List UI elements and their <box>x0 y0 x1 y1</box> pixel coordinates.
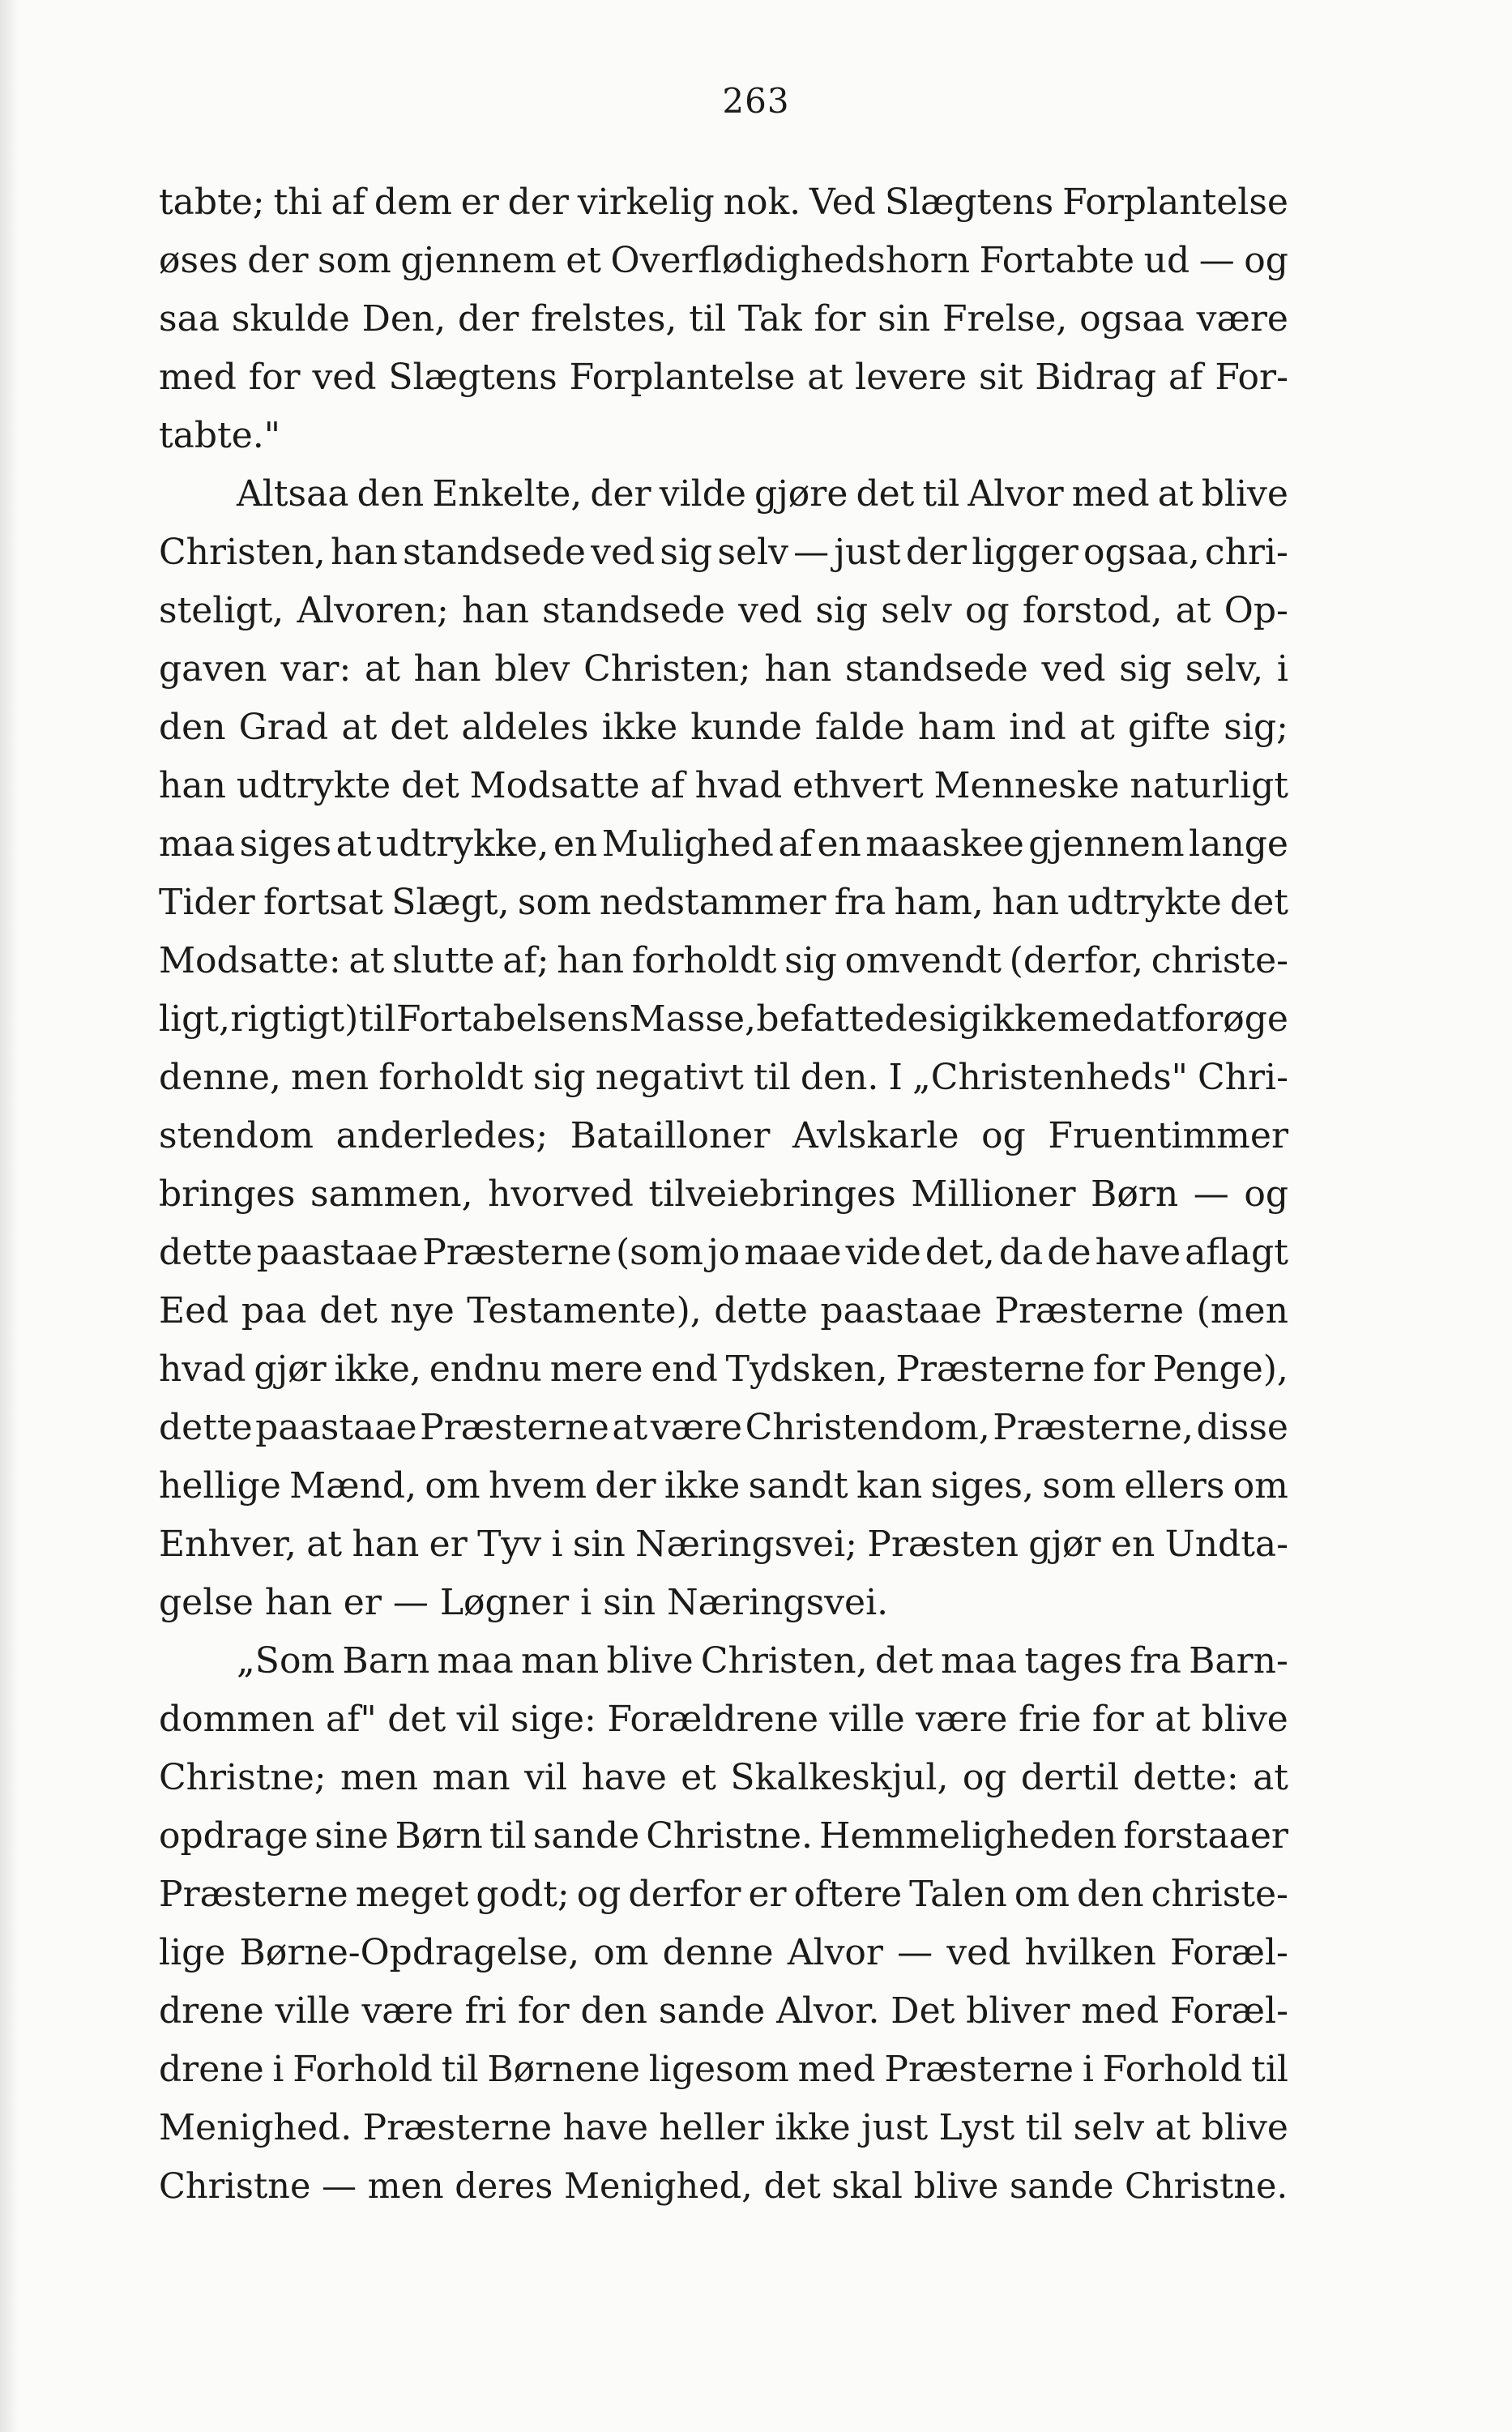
text-line: drene i Forhold til Børnene ligesom med Præsterne i Forhold til <box>159 2049 1288 2090</box>
text-line: hellige Mænd, om hvem der ikke sandt kan siges, som ellers om <box>159 1465 1288 1507</box>
page-number: 263 <box>722 81 790 121</box>
text-line: Eed paa det nye Testamente), dette paastaae Præsterne (men <box>159 1290 1288 1331</box>
text-line: saa skulde Den, der frelstes, til Tak for sin Frelse, ogsaa være <box>159 298 1288 340</box>
text-line: maa siges at udtrykke, en Mulighed af en maaskee gjennem lange <box>159 823 1288 865</box>
body-text <box>159 173 1288 2216</box>
text-line: Enhver, at han er Tyv i sin Næringsvei; Præsten gjør en Undta- <box>159 1524 1288 1565</box>
text-line: den Grad at det aldeles ikke kunde falde ham ind at gifte sig; <box>159 707 1288 748</box>
text-line: Menighed. Præsterne have heller ikke just Lyst til selv at blive <box>159 2107 1288 2148</box>
text-line: Christen, han standsede ved sig selv — just der ligger ogsaa, chri- <box>159 532 1288 573</box>
text-line: hvad gjør ikke, endnu mere end Tydsken, Præsterne for Penge), <box>159 1348 1288 1390</box>
text-line: han udtrykte det Modsatte af hvad ethvert Menneske naturligt <box>159 765 1288 806</box>
text-line: øses der som gjennem et Overflødighedshorn Fortabte ud — og <box>159 240 1288 281</box>
text-line: drene ville være fri for den sande Alvor. Det bliver med Foræl- <box>159 1990 1288 2032</box>
text-line: dette paastaae Præsterne at være Christendom, Præsterne, disse <box>159 1407 1288 1448</box>
text-line: Altsaa den Enkelte, der vilde gjøre det til Alvor med at blive <box>237 473 1288 515</box>
text-line: „Som Barn maa man blive Christen, det maa tages fra Barn- <box>237 1640 1288 1682</box>
text-line: denne, men forholdt sig negativt til den. I „Christenheds" Chri- <box>159 1057 1288 1098</box>
text-line: Præsterne meget godt; og derfor er oftere Talen om den christe- <box>159 1874 1288 1915</box>
text-line: stendom anderledes; Batailloner Avlskarle og Fruentimmer <box>159 1115 1288 1156</box>
text-line: tabte." <box>159 415 281 456</box>
text-line: gelse han er — Løgner i sin Næringsvei. <box>159 1582 889 1623</box>
text-line: Christne; men man vil have et Skalkeskjul, og dertil dette: at <box>159 1757 1288 1798</box>
text-line: tabte; thi af dem er der virkelig nok. Ved Slægtens Forplantelse <box>159 182 1288 223</box>
text-line: opdrage sine Børn til sande Christne. Hemmeligheden forstaaer <box>159 1815 1288 1857</box>
page-gutter-shadow <box>0 0 18 2432</box>
text-line: gaven var: at han blev Christen; han standsede ved sig selv, i <box>159 648 1288 690</box>
text-line: dette paastaae Præsterne (som jo maae vide det, da de have aflagt <box>159 1232 1288 1273</box>
text-line: Modsatte: at slutte af; han forholdt sig omvendt (derfor, christe- <box>159 940 1288 981</box>
text-line: Christne — men deres Menighed, det skal blive sande Christne. <box>159 2166 1288 2207</box>
text-line: dommen af" det vil sige: Forældrene ville være frie for at blive <box>159 1699 1288 1740</box>
text-line: bringes sammen, hvorved tilveiebringes Millioner Børn — og <box>159 1173 1288 1215</box>
text-line: steligt, Alvoren; han standsede ved sig selv og forstod, at Op- <box>159 590 1288 631</box>
text-line: lige Børne-Opdragelse, om denne Alvor — ved hvilken Foræl- <box>159 1932 1288 1973</box>
text-line: Tider fortsat Slægt, som nedstammer fra ham, han udtrykte det <box>159 882 1288 923</box>
text-line: ligt, rigtigt) til Fortabelsens Masse, befattede sig ikke med at forøge <box>159 998 1288 1040</box>
text-line: med for ved Slægtens Forplantelse at levere sit Bidrag af For- <box>159 357 1288 398</box>
